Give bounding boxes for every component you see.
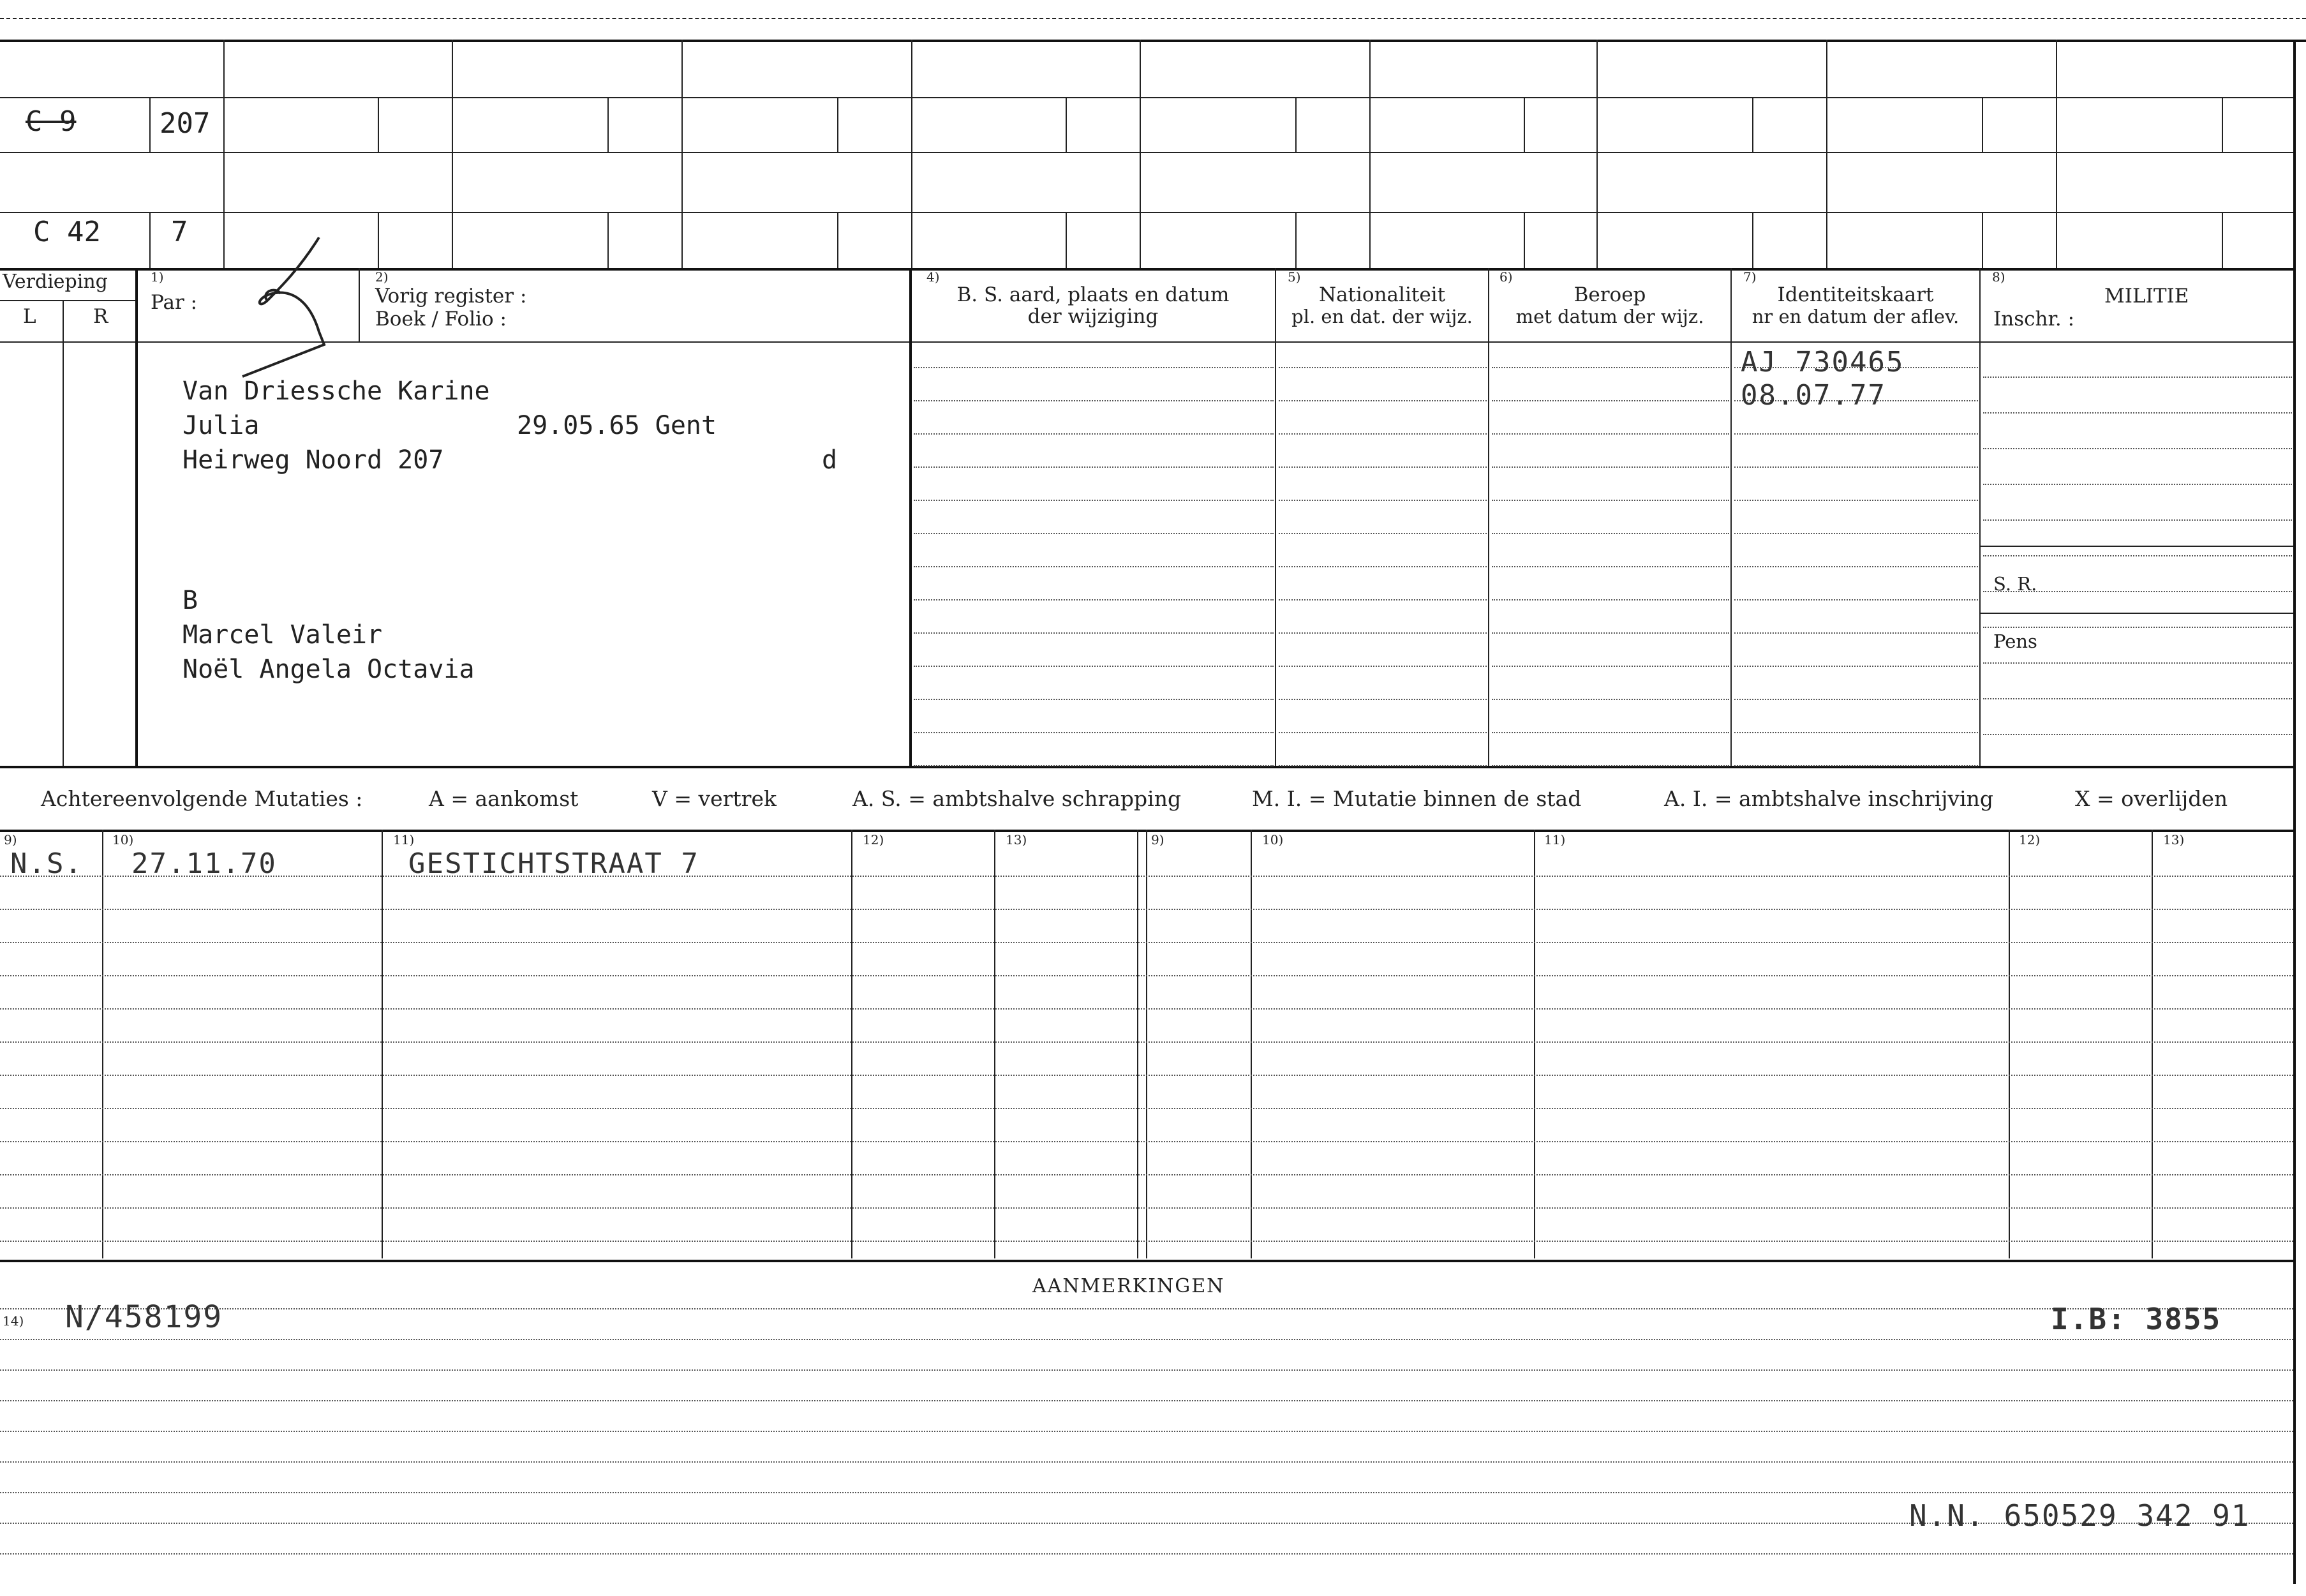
par-label: Par : <box>151 291 198 314</box>
person-b-mark: B <box>182 586 198 615</box>
bs-header-2: der wijziging <box>1027 305 1159 328</box>
mut-col-9b: 9) <box>1151 832 1164 847</box>
remarks-ib: I.B: 3855 <box>2051 1302 2222 1336</box>
col-4-number: 4) <box>926 269 940 285</box>
person-mother: Noël Angela Octavia <box>182 655 475 684</box>
legend-mutatie: M. I. = Mutatie binnen de stad <box>1252 786 1582 811</box>
legend-title: Achtereenvolgende Mutaties : <box>41 786 363 811</box>
remarks-title: AANMERKINGEN <box>1032 1275 1225 1297</box>
inschr-label: Inschr. : <box>1993 308 2075 331</box>
nat-header-2: pl. en dat. der wijz. <box>1291 306 1473 327</box>
id-card-number: AJ 730465 <box>1741 346 1905 378</box>
boek-folio-label: Boek / Folio : <box>375 308 507 331</box>
col-8-number: 8) <box>1992 269 2005 285</box>
verdieping-l: L <box>23 305 36 328</box>
militie-header: MILITIE <box>2104 285 2189 308</box>
mut-col-10b: 10) <box>1262 832 1284 847</box>
mutation-date: 27.11.70 <box>131 847 277 880</box>
beroep-header-1: Beroep <box>1573 283 1646 306</box>
person-d-mark: d <box>822 445 838 475</box>
register-code-2: C 42 <box>33 216 101 248</box>
legend-overlijden: X = overlijden <box>2075 786 2228 811</box>
mut-col-13: 13) <box>1006 832 1027 847</box>
beroep-header-2: met datum der wijz. <box>1515 306 1704 327</box>
id-header-2: nr en datum der aflev. <box>1752 306 1960 327</box>
person-father: Marcel Valeir <box>182 620 383 650</box>
col-2-number: 2) <box>375 269 389 285</box>
remarks-nn: N.N. 650529 342 91 <box>1909 1498 2250 1533</box>
pens-label: Pens <box>1993 630 2037 652</box>
mut-col-13b: 13) <box>2163 832 2185 847</box>
register-number-2: 7 <box>171 216 188 248</box>
mut-col-12: 12) <box>863 832 884 847</box>
remarks-code: N/458199 <box>65 1299 223 1335</box>
mut-col-10: 10) <box>112 832 134 847</box>
mut-col-11b: 11) <box>1544 832 1566 847</box>
mutation-type: N.S. <box>10 847 83 880</box>
legend-aankomst: A = aankomst <box>429 786 579 811</box>
register-code-1: C 9 <box>26 105 77 138</box>
legend-inschrijving: A. I. = ambtshalve inschrijving <box>1664 786 1994 811</box>
bs-header-1: B. S. aard, plaats en datum <box>956 283 1230 306</box>
vorig-register-label: Vorig register : <box>375 285 527 308</box>
person-birth: 29.05.65 Gent <box>517 411 717 440</box>
person-first-name: Julia <box>182 411 260 440</box>
col-6-number: 6) <box>1499 269 1513 285</box>
col-7-number: 7) <box>1743 269 1757 285</box>
col-1-number: 1) <box>151 269 164 285</box>
legend-schrapping: A. S. = ambtshalve schrapping <box>852 786 1182 811</box>
col-5-number: 5) <box>1288 269 1301 285</box>
nat-header-1: Nationaliteit <box>1318 283 1446 306</box>
mut-col-12b: 12) <box>2019 832 2041 847</box>
id-header-1: Identiteitskaart <box>1777 283 1934 306</box>
remarks-14: 14) <box>3 1313 24 1329</box>
mutation-address: GESTICHTSTRAAT 7 <box>408 847 699 880</box>
person-name: Van Driessche Karine <box>182 377 490 406</box>
register-number-1: 207 <box>160 107 211 140</box>
person-address: Heirweg Noord 207 <box>182 445 444 475</box>
legend-vertrek: V = vertrek <box>652 786 777 811</box>
id-card-date: 08.07.77 <box>1741 379 1886 412</box>
mut-col-11: 11) <box>393 832 415 847</box>
sr-label: S. R. <box>1993 573 2037 595</box>
verdieping-r: R <box>93 305 108 328</box>
verdieping-label: Verdieping <box>3 271 108 293</box>
mut-col-9: 9) <box>4 832 17 847</box>
